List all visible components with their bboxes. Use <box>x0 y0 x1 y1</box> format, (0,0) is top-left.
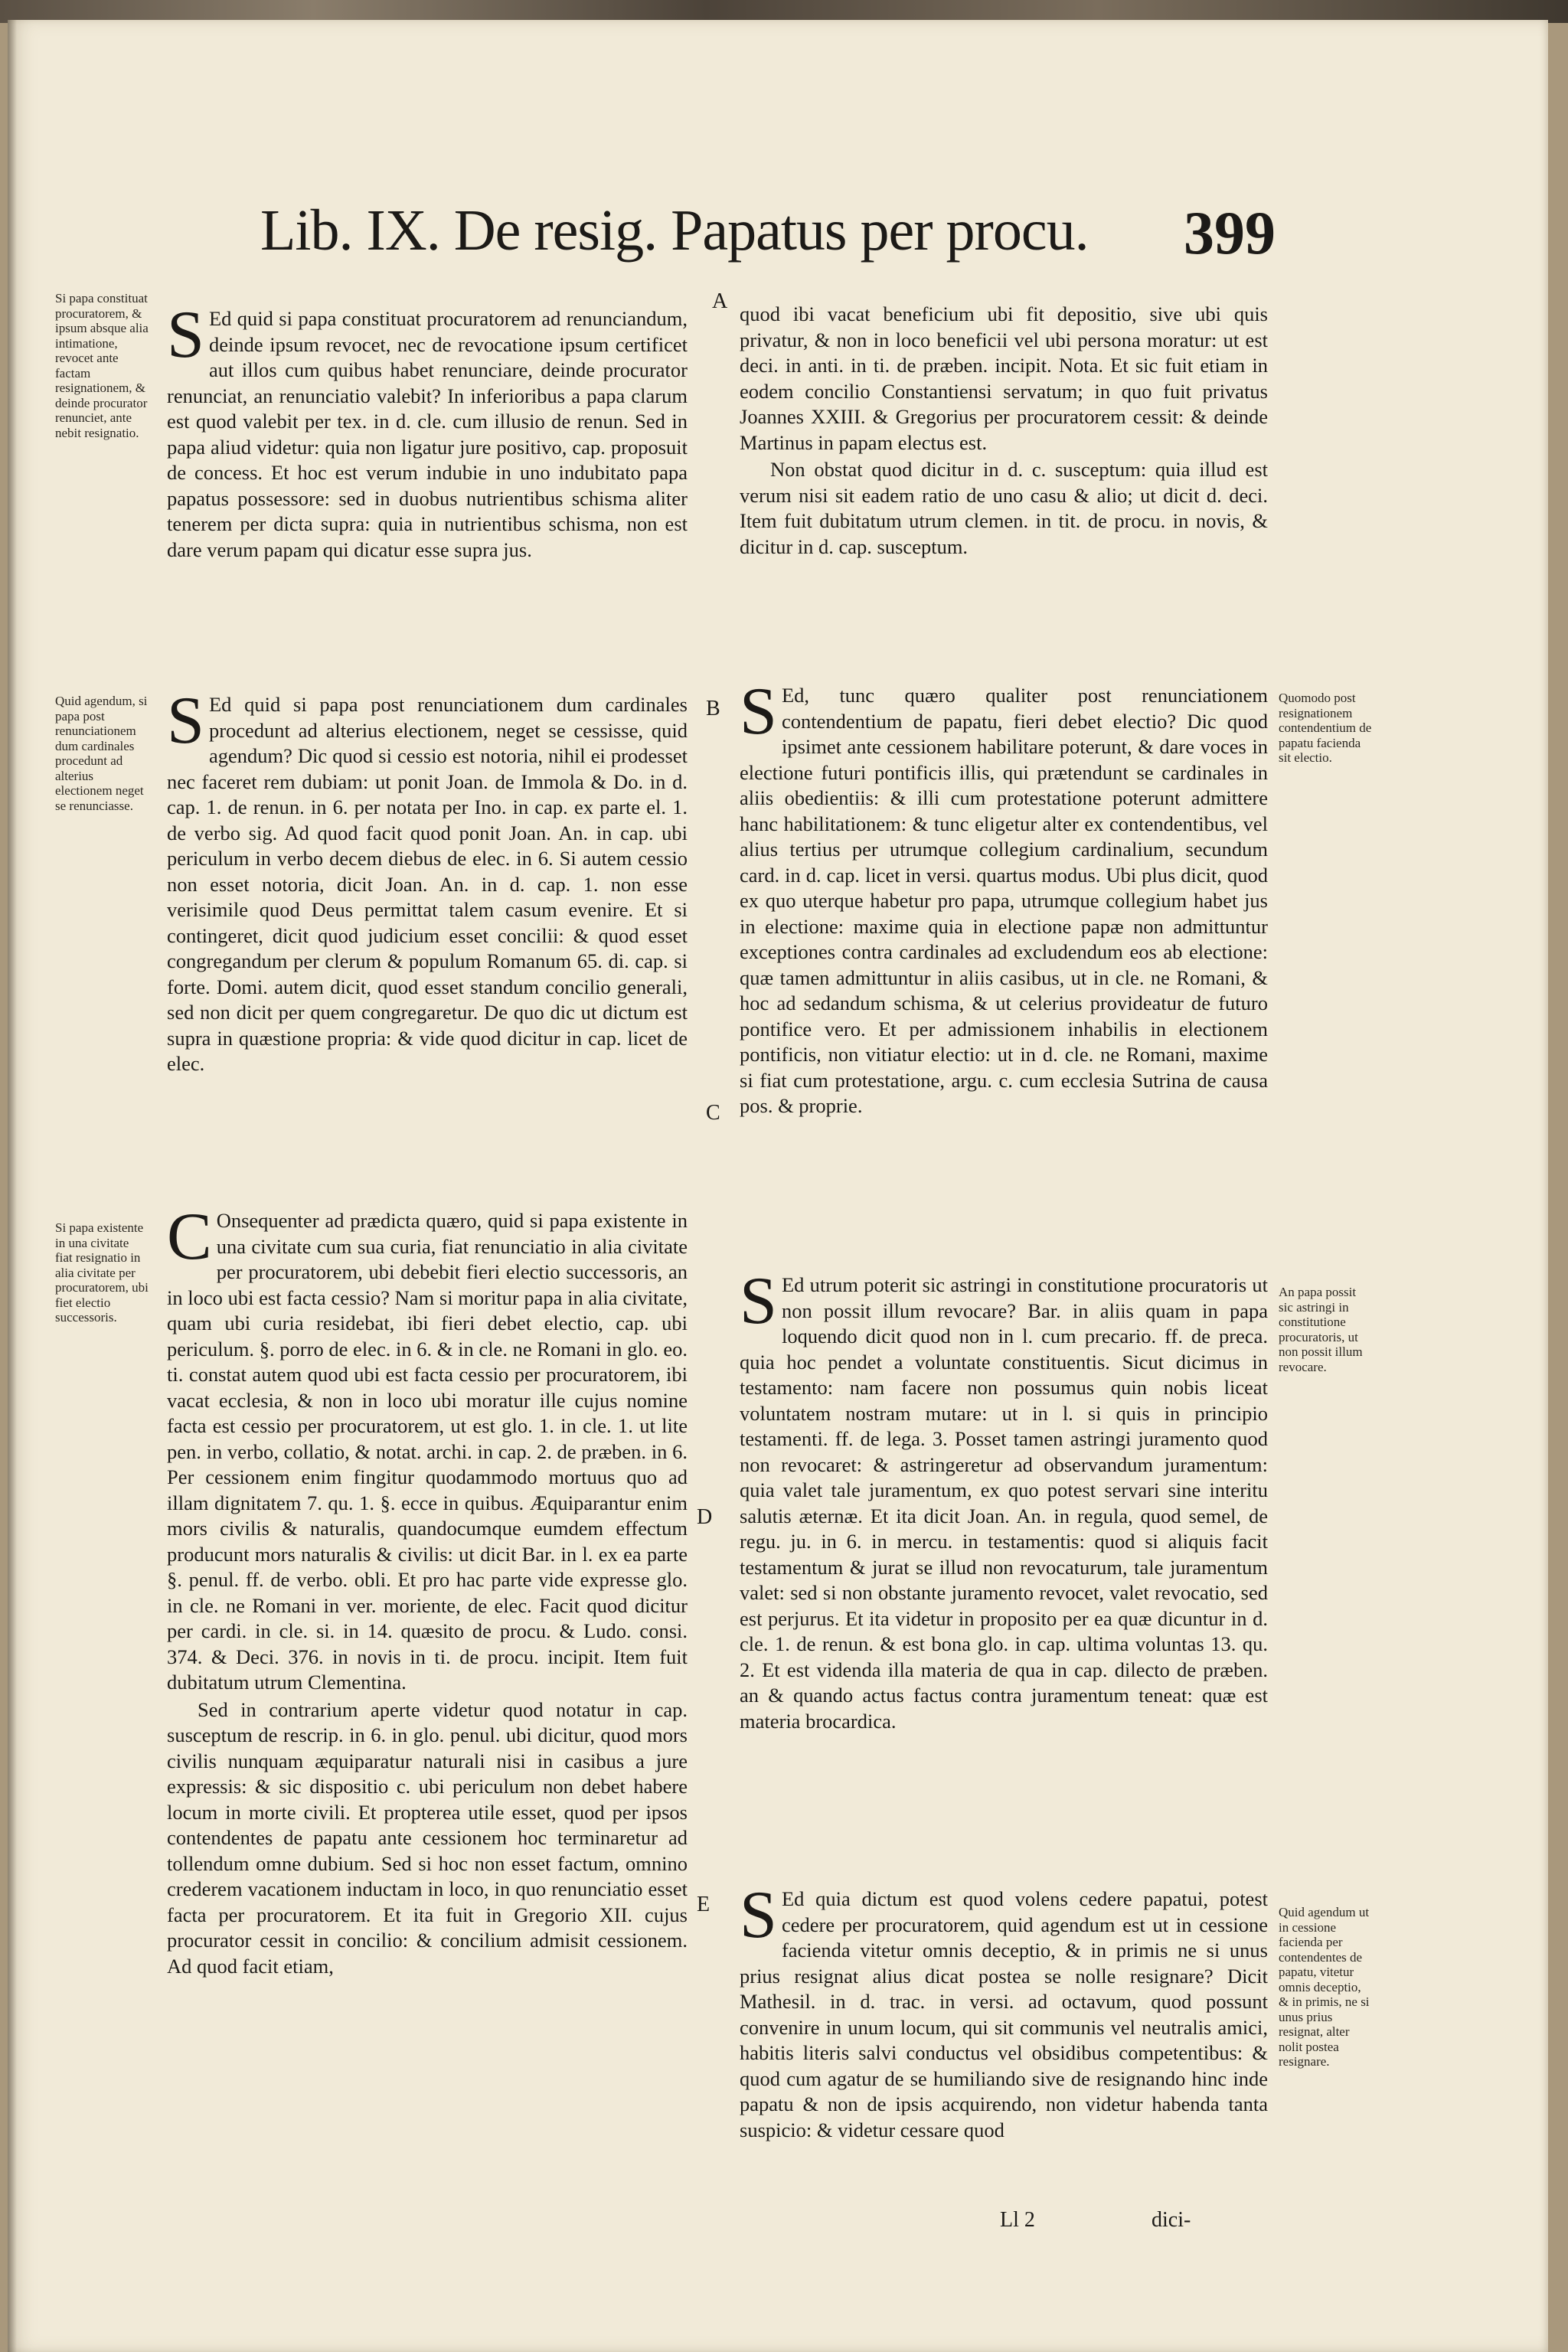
margin-note-right-3: Quid agendum ut in cessione facienda per contendentes de papatu, vitetur omnis deceptio, & in primis, ne si unus prius resignat, alter nolit postea resignare. <box>1279 1905 1370 2069</box>
right-column-block-1 <box>740 302 1268 560</box>
section-letter-a: A <box>712 289 728 313</box>
catchword: dici- <box>1152 2208 1191 2232</box>
right-column-block-2 <box>740 675 1268 1119</box>
right-column-block-4 <box>740 1878 1268 2143</box>
signature-mark: Ll 2 <box>1000 2208 1035 2232</box>
paragraph-text: quod ibi vacat beneficium ubi fit depositio, sive ubi quis privatur, & non in loco beneficii vel ubi persona moratur: ut est deci. in anti. in ti. de præben. incipit. Nota. Et sic fuit etiam in eodem concilio Constantiensi servatum; in quo fuit privatus Joannes XXIII. & Gregorius per procuratorem cessit: & deinde Martinus in papam electus est. <box>740 302 1268 454</box>
left-column-block-1 <box>167 298 688 563</box>
margin-note-right-2: An papa possit sic astringi in constitutione procuratoris, ut non possit illum revocare. <box>1279 1285 1363 1374</box>
margin-note-left-1: Si papa constituat procuratorem, & ipsum absque alia intimatione, revocet ante factam resignationem, & deinde procurator renunciet, ante nebit resignatio. <box>55 291 149 440</box>
paragraph <box>740 302 1268 456</box>
paragraph-text: Ed quia dictum est quod volens cedere papatui, potest cedere per procuratorem, quid agendum est ut in cessione facienda vitetur omnis deceptio, & in primis ne si unus prius resignat alius dicat postea se nolle resignare? Dicit Mathesil. in d. trac. in versi. ad octavum, quod possunt convenire in unum locum, qui sit communis vel neutralis amici, habitis literis salvi conductus vel obsidibus competentibus: & quod cum agatur de se humiliando sive de resignando hinc inde papatu & non de ipsis acquirendo, non videtur habenda tanta suspicio: & videtur cessare quod <box>740 1887 1268 2141</box>
paragraph <box>740 675 1268 1119</box>
margin-note-right-1: Quomodo post resignationem contendentium de papatu facienda sit electio. <box>1279 691 1372 765</box>
drop-cap: S <box>167 684 204 758</box>
paragraph-text: Ed quid si papa post renunciationem dum cardinales procedunt ad alterius electionem, neget se cessisse, quid agendum? Dic quod si cessio est notoria, nihil ei prodesset nec faceret rem dubiam: ut ponit Joan. de Immola & Do. in d. cap. 1. de renun. in 6. per notata per Ino. in cap. ex parte el. 1. de verbo sig. Ad quod facit quod ponit Joan. An. in cap. ubi periculum in verbo decem diebus de elec. in 6. Si autem cessio non esset notoria, dicit Joan. An. in d. cap. 1. non esse verisimile quod Deus permittat talem casum evenire. Et si contingeret, dicit quod judicium esset concilii: & quod esset congregandum per clerum & populum Romanum 65. di. cap. si forte. Domi. autem dicit, quod esset standum concilio generali, sed non dicit per quem congregaretur. De quo dic ut dictum est supra in quæstione propria: & vide quod dicitur in cap. licet de elec. <box>167 693 688 1075</box>
paragraph <box>167 298 688 563</box>
drop-cap: S <box>740 1878 777 1952</box>
paragraph-text: Onsequenter ad prædicta quæro, quid si papa existente in una civitate cum sua curia, fiat renunciatio in alia civitate per procuratorem, ubi debebit fieri electio successoris, an in loco ubi est facta cessio? Nam si moritur papa in alia civitate, quam ubi curia residebat, ibi fieri debet electio, cap. ubi periculum. §. porro de elec. in 6. & in cle. ne Romani in glo. eo. ti. constat autem quod ubi est facta cessio per procuratorem, ibi vacat ecclesia, & non in loco ubi moratur ille cujus nomine facta est cessio per procuratorem, ut est glo. 1. in cle. 1. ut lite pen. in verbo, collatio, & notat. archi. in cap. 2. de præben. in 6. Per cessionem enim fingitur quodammodo mortuus quo ad illam dignitatem 7. qu. 1. §. ecce in quibus. Æquiparantur enim mors civilis & naturalis, quandocumque eumdem effectum producunt mors naturalis & civilis: ut dicit Bar. in l. ex ea parte §. penul. ff. de verbo. obli. Et pro hac parte vide expresse glo. in cle. ne Romani in ver. moriente, de elec. Facit quod dicitur per cardi. in cle. si. in 14. quæsito de procu. & Ludo. consi. 374. & Deci. 376. in novis in ti. de procu. incipit. Item fuit dubitatum utrum Clementina. <box>167 1209 688 1694</box>
section-letter-b: B <box>706 697 720 720</box>
paragraph <box>740 1264 1268 1734</box>
paragraph-text: Ed utrum poterit sic astringi in constitutione procuratoris ut non possit illum revocare? Bar. in aliis quam in papa loquendo dicit quod non in l. cum precario. ff. de preca. quia hoc pendet a voluntate constituentis. Sicut dicimus in testamento: nam facere non possumus quin nobis liceat voluntatem nostram mutare: ut in l. si quis in principio testamenti. ff. de lega. 3. Posset tamen astringi juramento quod non revocaret: & astringeretur ad observandum juramentum: quia valet tale juramentum, ex quo potest servari sine interitu salutis æternæ. Et ita dicit Joan. An. in regula, quod semel, de regu. ju. in 6. in mercu. in testamentis: quod si aliquis facit testamentum & jurat se illud non revocaturum, tale juramentum valet: sed si non obstante juramento revocet, valet revocatio, sed est perjurus. Et ita videtur in proposito per ea quæ dicuntur in d. cle. 1. de renun. & est bona glo. in cap. ultima voluntas 13. qu. 2. Et est videnda illa materia de qua in cap. dilecto de præben. an & quando actus factus contra juramentum teneat: quæ est materia brocardica. <box>740 1273 1268 1733</box>
drop-cap: S <box>740 675 777 749</box>
paragraph <box>167 1697 688 1980</box>
section-letter-c: C <box>706 1101 720 1125</box>
paragraph <box>740 457 1268 560</box>
section-letter-d: D <box>697 1505 713 1529</box>
margin-note-left-3: Si papa existente in una civitate fiat resignatio in alia civitate per procuratorem, ubi fiet electio successoris. <box>55 1220 149 1325</box>
section-letter-e: E <box>697 1893 710 1916</box>
margin-note-left-2: Quid agendum, si papa post renunciationem dum cardinales procedunt ad alterius electionem neget se renunciasse. <box>55 694 148 813</box>
drop-cap: C <box>167 1200 212 1274</box>
right-column-block-3 <box>740 1264 1268 1734</box>
paragraph-text: Sed in contrarium aperte videtur quod notatur in cap. susceptum de rescrip. in 6. in glo. penul. ubi dicitur, quod mors civilis nunquam æquiparatur naturali nisi in casibus a jure expressis: & sic dispositio c. ubi periculum non debet habere locum in morte civili. Et propterea utile esset, quod per ipsos contendentes de papatu ante cessionem hoc terminaretur ad tollendum omne dubium. Sed si hoc non esset factum, omnino crederem vacationem inductam in loco, in quo renunciatio esset facta per procuratorem. Et ita fuit in Gregorio XII. cujus procurator cessit in concilio: & concilium admisit cessionem. Ad quod facit etiam, <box>167 1697 688 1978</box>
running-head: Lib. IX. De resig. Papatus per procu. <box>260 198 1089 263</box>
paragraph <box>167 1200 688 1696</box>
paragraph-text: Ed quid si papa constituat procuratorem ad renunciandum, deinde ipsum revocet, nec de revocatione ipsum certificet aut illos cum quibus habet renunciare, deinde procurator renunciat, an renunciatio valebit? In inferioribus a papa clarum est quod valebit per tex. in d. cle. cum illusio de renun. Sed in papa aliud videtur: quia non ligatur jure positivo, cap. proposuit de concess. Et hoc est verum indubie in uno indubitato papa papatus possessore: sed in duobus nutrientibus schisma aliter tenerem per dicta supra: quia in nutrientibus schisma, non est dare verum papam qui dicatur esse supra jus. <box>167 307 688 561</box>
paragraph-text: Ed, tunc quæro qualiter post renunciationem contendentium de papatu, fieri debet electio? Dic quod ipsimet ante cessionem habilitare poterunt, & dare voces in electione futuri pontificis illis, qui prætendunt se cardinales in aliis obedientiis: & illi cum protestatione poterunt admittere hanc habilitationem: & tunc eligetur alter ex contendentibus, vel alius tertius per utrumque collegium cardinalium, secundum card. in d. cap. licet in versi. quartus modus. Ubi plus dicit, quod ex quo uterque habetur pro papa, utrumque collegium habet jus in electione: maxime quia in electione papæ non admittuntur exceptiones contra cardinales ad excludendum eos ab electione: quæ tamen admittuntur in aliis casibus, ut in cle. ne Romani, & hoc ad sedandum schisma, & ut celerius provideatur de futuro pontifice vero. Et per admissionem inhabilis in electionem pontificis, non vitiatur electio: ut in d. cle. ne Romani, maxime si fiat cum protestatione, argu. c. cum ecclesia Sutrina de causa pos. & proprie. <box>740 684 1268 1117</box>
paragraph <box>740 1878 1268 2143</box>
paragraph-text: Non obstat quod dicitur in d. c. susceptum: quia illud est verum nisi sit eadem ratio de uno casu & alio; ut dicit d. deci. Item fuit dubitatum utrum clemen. in tit. de procu. in novis, & dicitur in d. cap. susceptum. <box>740 458 1268 558</box>
drop-cap: S <box>740 1264 777 1338</box>
drop-cap: S <box>167 298 204 372</box>
book-page <box>8 20 1548 2352</box>
page-number: 399 <box>1184 200 1276 267</box>
left-column-block-3 <box>167 1200 688 1979</box>
left-column-block-2 <box>167 684 688 1077</box>
paragraph <box>167 684 688 1077</box>
